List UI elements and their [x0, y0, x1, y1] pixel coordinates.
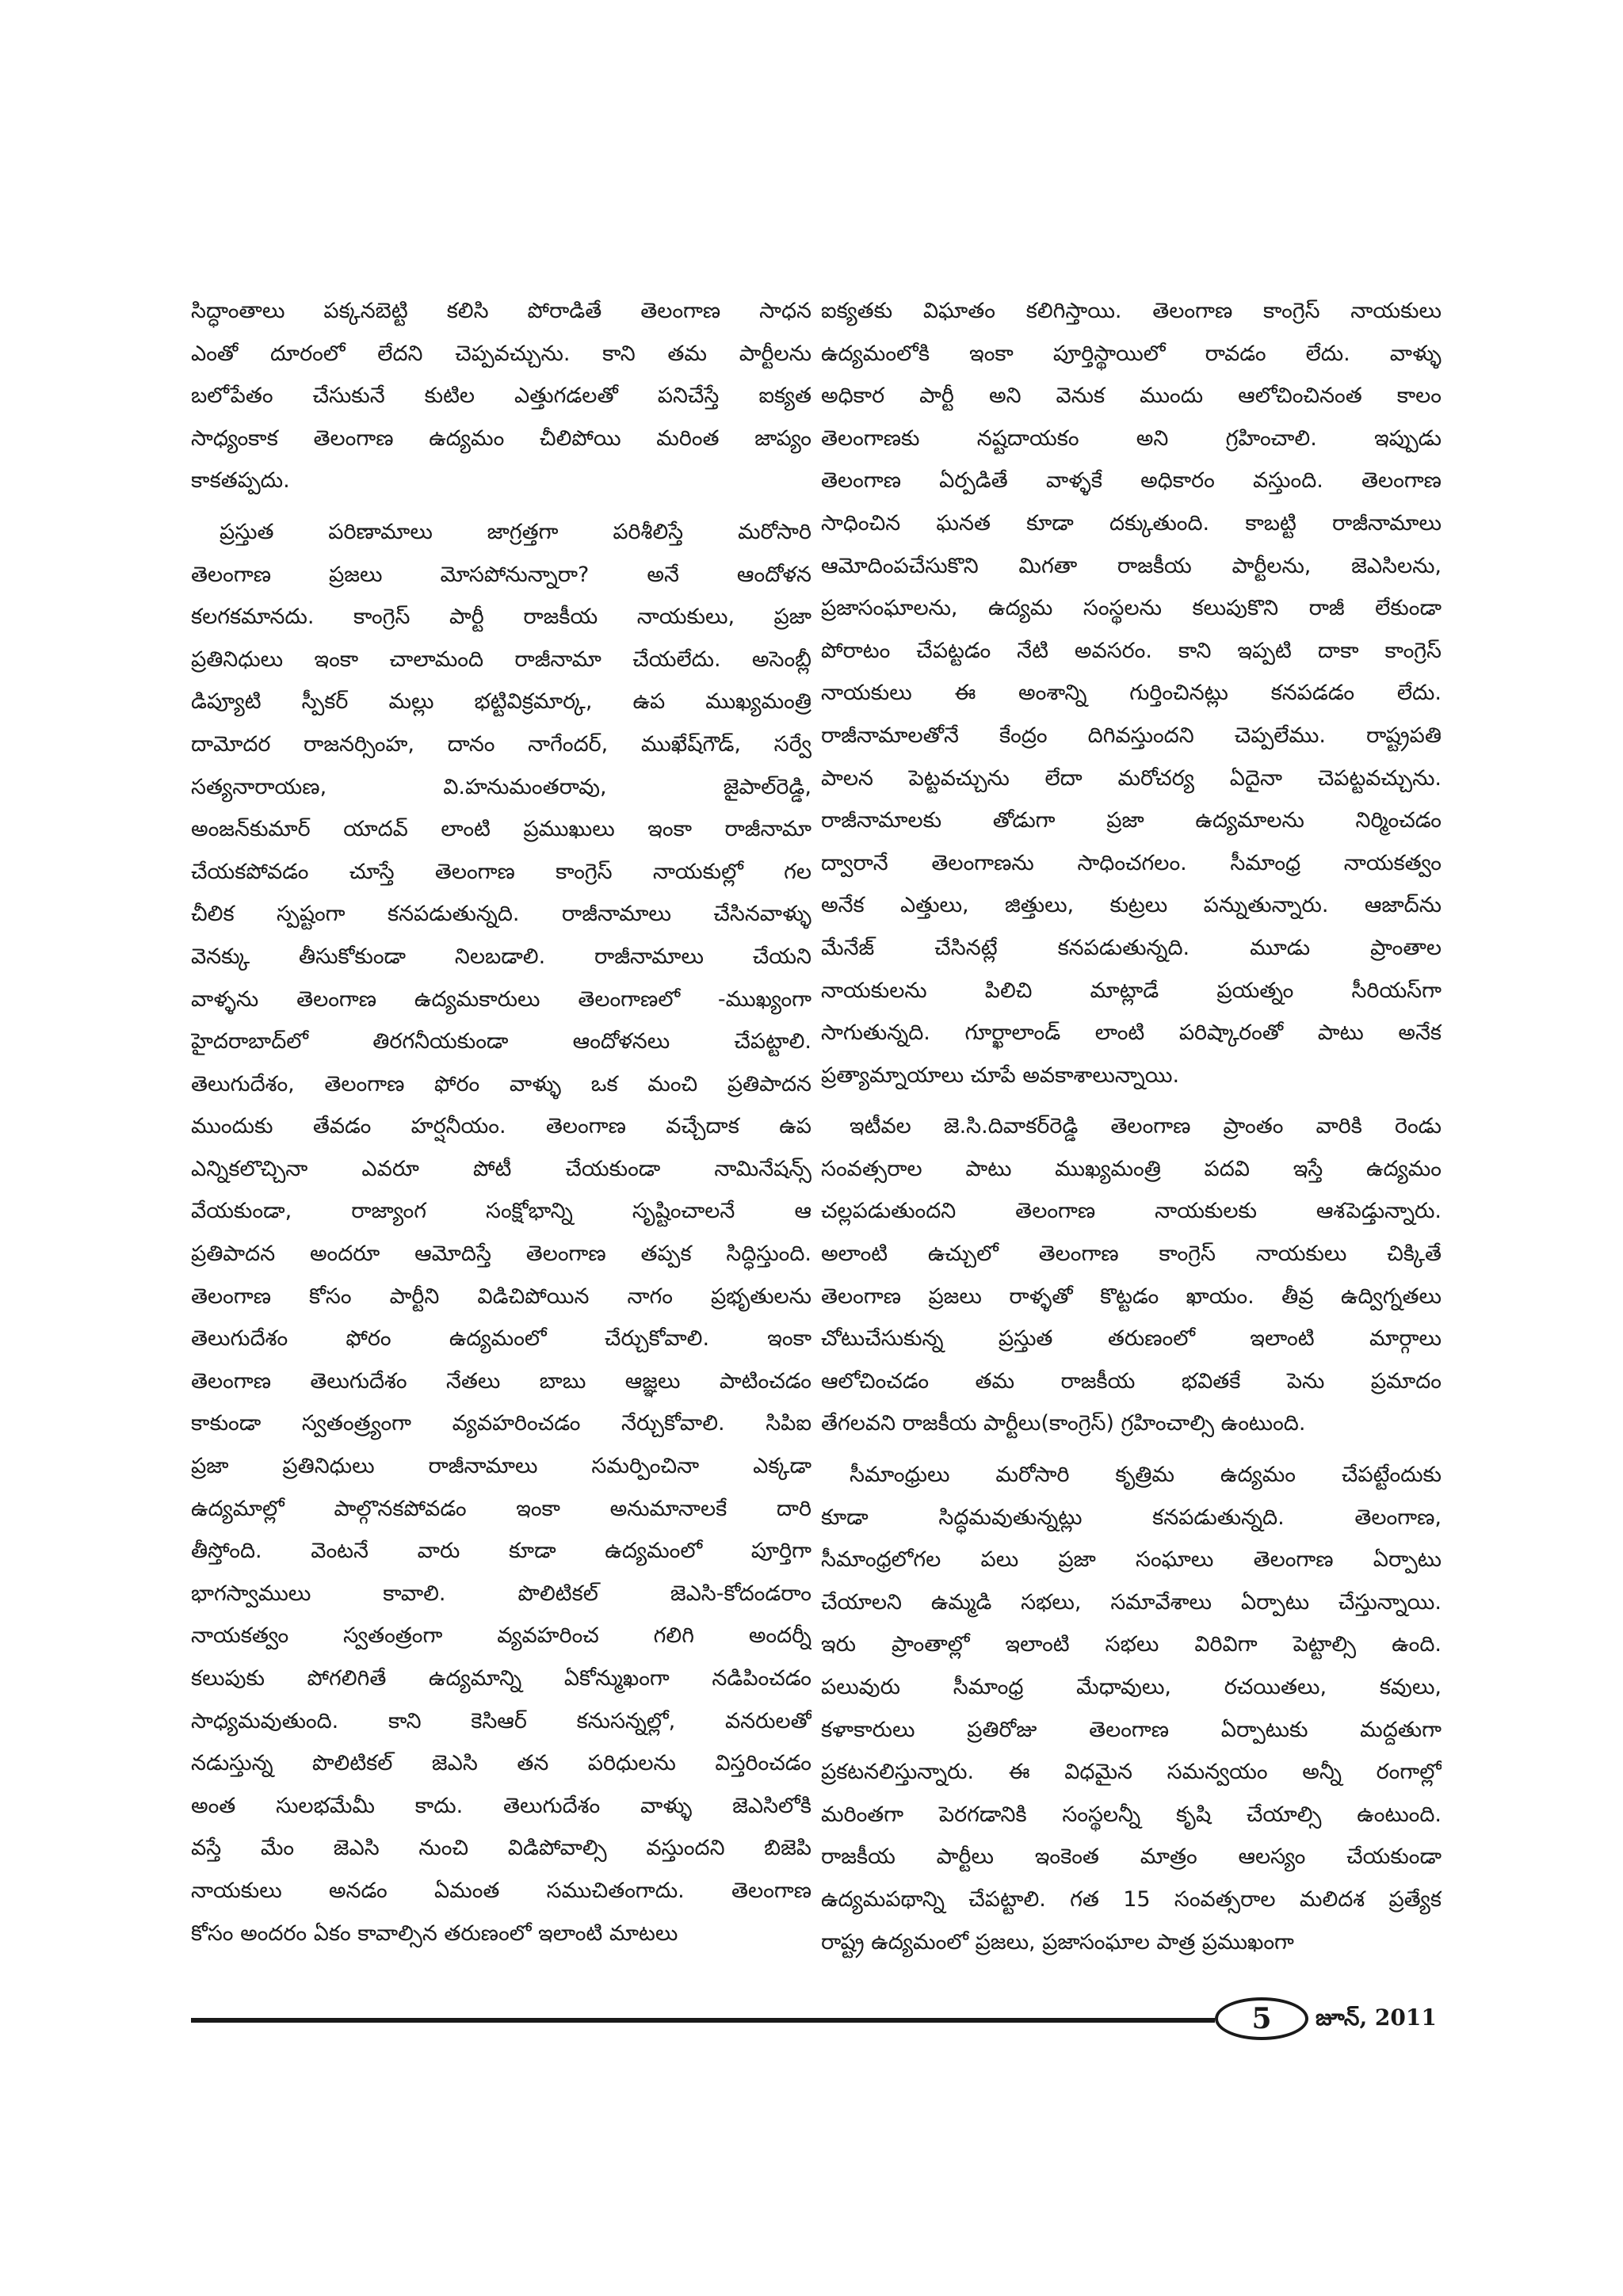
text-line: నాయకులు ఈ అంశాన్ని గుర్తించినట్లు కనపడడం లేదు. [821, 681, 1442, 706]
text-line: సత్యనారాయణ, వి.హనుమంతరావు, జైపాల్‌రెడ్డి, [191, 774, 812, 799]
text-line: ఉద్యమాల్లో పాల్గొనకపోవడం ఇంకా అనుమానాలకే దారి [191, 1496, 812, 1521]
text-line: ప్రతినిధులు ఇంకా చాలామంది రాజీనామా చేయలేదు. అసెంబ్లీ [191, 646, 812, 672]
text-line: ఎన్నికలొచ్చినా ఎవరూ పోటీ చేయకుండా నామినేషన్స్ [191, 1156, 812, 1181]
text-line: సిద్ధాంతాలు పక్కనబెట్టి కలిసి పోరాడితే తెలంగాణ సాధన [191, 299, 812, 323]
text-line: అనేక ఎత్తులు, జిత్తులు, కుట్రలు పన్నుతున్నారు. ఆజాద్‌ను [821, 893, 1442, 918]
issue-date: జూన్, 2011 [1316, 2004, 1437, 2031]
text-line: ఉద్యమంలోకి ఇంకా పూర్తిస్థాయిలో రావడం లేదు. వాళ్ళు [821, 341, 1442, 366]
text-line: వెనక్కు తీసుకోకుండా నిలబడాలి. రాజీనామాలు చేయని [191, 944, 812, 969]
page-number: 5 [1251, 2002, 1272, 2035]
text-line: పాలన పెట్టవచ్చును లేదా మరోచర్య ఏదైనా చెపట్టవచ్చును. [821, 765, 1442, 791]
text-line: నడుస్తున్న పొలిటికల్ జెఎసి తన పరిధులను విస్తరించడం [191, 1751, 812, 1776]
text-line: ప్రత్యామ్నాయాలు చూపే అవకాశాలున్నాయి. [821, 1062, 1180, 1088]
text-line: సాధ్యంకాక తెలంగాణ ఉద్యమం చీలిపోయి మరింత జాప్యం [191, 425, 812, 451]
text-line: ప్రజా ప్రతినిధులు రాజీనామాలు సమర్పించినా ఎక్కడా [191, 1454, 812, 1479]
text-line: కాకుండా స్వతంత్ర్యంగా వ్యవహరించడం నేర్చుకోవాలి. సిపిఐ [191, 1411, 812, 1436]
text-line: పలువురు సీమాంధ్ర మేధావులు, రచయితలు, కవులు, [821, 1675, 1442, 1699]
text-line: తెలుగుదేశం ఫోరం ఉద్యమంలో చేర్చుకోవాలి. ఇంకా [191, 1326, 812, 1352]
text-line: సంవత్సరాల పాటు ముఖ్యమంత్రి పదవి ఇస్తే ఉద్యమం [821, 1156, 1442, 1181]
text-line: ఐక్యతకు విఘాతం కలిగిస్తాయి. తెలంగాణ కాంగ్రెస్ నాయకులు [821, 299, 1442, 323]
text-line: మేనేజ్ చేసినట్లే కనపడుతున్నది. మూడు ప్రాంతాల [821, 935, 1442, 960]
paragraph [191, 511, 812, 1955]
text-line: రాజీనామాలకు తోడుగా ప్రజా ఉద్యమాలను నిర్మించడం [821, 808, 1442, 833]
text-line: తెలంగాణకు నష్టదాయకం అని గ్రహించాలి. ఇప్పుడు [821, 425, 1442, 451]
text-line: బలోపేతం చేసుకునే కుటిల ఎత్తుగడలతో పనిచేస్తే ఐక్యత [191, 383, 812, 409]
text-line: ఆలోచించడం తమ రాజకీయ భవితకే పెను ప్రమాదం [821, 1368, 1442, 1394]
text-line: తేగలవని రాజకీయ పార్టీలు(కాంగ్రెస్) గ్రహించాల్సి ఉంటుంది. [821, 1411, 1306, 1436]
text-line: వస్తే మేం జెఎసి నుంచి విడిపోవాల్సి వస్తుందని బిజెపి [191, 1836, 812, 1861]
paragraph [821, 1105, 1442, 1445]
article-column-right [821, 290, 1442, 1972]
text-line: సీమాంధ్రలోగల పలు ప్రజా సంఘాలు తెలంగాణ ఏర్పాటు [821, 1547, 1442, 1573]
text-line: నాయకత్వం స్వతంత్రంగా వ్యవహరించ గలిగి అందర్నీ [191, 1623, 812, 1649]
text-line: చేయాలని ఉమ్మడి సభలు, సమావేశాలు ఏర్పాటు చేస్తున్నాయి. [821, 1589, 1442, 1615]
text-line: కాకతప్పదు. [191, 468, 290, 494]
text-line: ముందుకు తేవడం హర్షనీయం. తెలంగాణ వచ్చేదాక ఉప [191, 1114, 812, 1139]
text-line: తెలంగాణ తెలుగుదేశం నేతలు బాబు ఆజ్ఞలు పాటించడం [191, 1368, 812, 1394]
text-line: తీస్తోంది. వెంటనే వారు కూడా ఉద్యమంలో పూర్తిగా [191, 1539, 812, 1564]
text-line: ద్వారానే తెలంగాణను సాధించగలం. సీమాంధ్ర నాయకత్వం [821, 850, 1442, 875]
text-line: ఉద్యమపథాన్ని చేపట్టాలి. గత 15 సంవత్సరాల మలిదశ ప్రత్యేక [821, 1886, 1442, 1912]
page-number-badge [1215, 1997, 1308, 2040]
text-line: ప్రతిపాదన అందరూ ఆమోదిస్తే తెలంగాణ తప్పక సిద్ధిస్తుంది. [191, 1241, 812, 1267]
text-line: చీలిక స్పష్టంగా కనపడుతున్నది. రాజీనామాలు చేసినవాళ్ళు [191, 902, 812, 927]
text-line: కళాకారులు ప్రతిరోజు తెలంగాణ ఏర్పాటుకు మద్దతుగా [821, 1717, 1442, 1742]
text-line: తెలంగాణ ప్రజలు మోసపోనున్నారా? అనే ఆందోళన [191, 562, 812, 587]
text-line: ఎంతో దూరంలో లేదని చెప్పవచ్చును. కాని తమ పార్టీలను [191, 341, 812, 366]
paragraph [821, 290, 1442, 1097]
text-line: తెలుగుదేశం, తెలంగాణ ఫోరం వాళ్ళు ఒక మంచి ప్రతిపాదన [191, 1071, 812, 1097]
paragraph [821, 1454, 1442, 1963]
text-line: అంజన్‌కుమార్ యాదవ్ లాంటి ప్రముఖులు ఇంకా రాజీనామా [191, 817, 812, 842]
text-line: తెలంగాణ ఏర్పడితే వాళ్ళకే అధికారం వస్తుంది. తెలంగాణ [821, 468, 1442, 494]
text-line: కోసం అందరం ఏకం కావాల్సిన తరుణంలో ఇలాంటి మాటలు [191, 1920, 678, 1946]
text-line: ప్రజాసంఘాలను, ఉద్యమ సంస్థలను కలుపుకొని రాజీ లేకుండా [821, 596, 1442, 621]
text-line: ఇటీవల జె.సి.దివాకర్‌రెడ్డి తెలంగాణ ప్రాంతం వారికి రెండు [850, 1114, 1442, 1139]
paragraph [191, 290, 812, 502]
text-line: నాయకులను పిలిచి మాట్లాడే ప్రయత్నం సీరియస్‌గా [821, 978, 1442, 1003]
text-line: తెలంగాణ కోసం పార్టీని విడిచిపోయిన నాగం ప్రభృతులను [191, 1283, 812, 1309]
text-line: రాష్ట్ర ఉద్యమంలో ప్రజలు, ప్రజాసంఘాల పాత్ర ప్రముఖంగా [821, 1929, 1294, 1955]
article-column-left [191, 290, 812, 1963]
text-line: చోటుచేసుకున్న ప్రస్తుత తరుణంలో ఇలాంటి మార్గాలు [821, 1326, 1442, 1352]
text-line: మరింతగా పెరగడానికి సంస్థలన్నీ కృషి చేయాల్సి ఉంటుంది. [821, 1802, 1442, 1827]
text-line: రాజకీయ పార్టీలు ఇంకెంత మాత్రం ఆలస్యం చేయకుండా [821, 1844, 1442, 1870]
text-line: తెలంగాణ ప్రజలు రాళ్ళతో కొట్టడం ఖాయం. తీవ్ర ఉద్విగ్నతలు [821, 1283, 1442, 1309]
text-line: రాజీనామాలతోనే కేంద్రం దిగివస్తుందని చెప్పలేము. రాష్ట్రపతి [821, 723, 1442, 748]
text-line: సాధ్యమవుతుంది. కాని కెసిఆర్ కనుసన్నల్లో, వనరులతో [191, 1708, 812, 1733]
text-line: చేయకపోవడం చూస్తే తెలంగాణ కాంగ్రెస్ నాయకుల్లో గల [191, 859, 812, 884]
text-line: చల్లపడుతుందని తెలంగాణ నాయకులకు ఆశపెడ్తున్నారు. [821, 1199, 1442, 1224]
text-line: కలగకమానదు. కాంగ్రెస్ పార్టీ రాజకీయ నాయకులు, ప్రజా [191, 605, 812, 630]
footer-rule [191, 2018, 1215, 2023]
text-line: అలాంటి ఉచ్చులో తెలంగాణ కాంగ్రెస్ నాయకులు చిక్కితే [821, 1241, 1442, 1267]
text-line: నాయకులు అనడం ఏమంత సముచితంగాదు. తెలంగాణ [191, 1878, 812, 1903]
text-line: ప్రకటనలిస్తున్నారు. ఈ విధమైన సమన్వయం అన్నీ రంగాల్లో [821, 1760, 1442, 1785]
text-line: కూడా సిద్ధమవుతున్నట్లు కనపడుతున్నది. తెలంగాణ, [821, 1505, 1442, 1530]
text-line: ఆమోదింపచేసుకొని మిగతా రాజకీయ పార్టీలను, జెఎసిలను, [821, 553, 1442, 578]
text-line: కలుపుకు పోగలిగితే ఉద్యమాన్ని ఏకోన్ముఖంగా నడిపించడం [191, 1666, 812, 1691]
text-line: అంత సులభమేమీ కాదు. తెలుగుదేశం వాళ్ళు జెఎసిలోకి [191, 1793, 812, 1818]
text-line: వేయకుండా, రాజ్యాంగ సంక్షోభాన్ని సృష్టించాలనే ఆ [191, 1199, 812, 1224]
text-line: సాధించిన ఘనత కూడా దక్కుతుంది. కాబట్టి రాజీనామాలు [821, 510, 1442, 536]
text-line: దామోదర రాజనర్సింహ, దానం నాగేందర్, ముఖేష్‌గౌడ్, సర్వే [191, 731, 812, 757]
text-line: డిప్యూటి స్పీకర్ మల్లు భట్టివిక్రమార్క, ఉప ముఖ్యమంత్రి [191, 689, 812, 715]
text-line: భాగస్వాములు కావాలి. పొలిటికల్ జెఎసి-కోదండరాం [191, 1581, 812, 1606]
text-line: ఇరు ప్రాంతాల్లో ఇలాంటి సభలు విరివిగా పెట్టాల్సి ఉంది. [821, 1632, 1442, 1657]
text-line: అధికార పార్టీ అని వెనుక ముందు ఆలోచించినంత కాలం [821, 383, 1442, 409]
text-line: ప్రస్తుత పరిణామాలు జాగ్రత్తగా పరిశీలిస్తే మరోసారి [220, 519, 812, 544]
text-line: వాళ్ళను తెలంగాణ ఉద్యమకారులు తెలంగాణలో -ముఖ్యంగా [191, 986, 812, 1012]
text-line: సీమాంధ్రులు మరోసారి కృత్రిమ ఉద్యమం చేపట్టేందుకు [850, 1463, 1442, 1488]
text-line: పోరాటం చేపట్టడం నేటి అవసరం. కాని ఇప్పటి దాకా కాంగ్రెస్ [821, 638, 1442, 663]
text-line: హైదరాబాద్‌లో తిరగనీయకుండా ఆందోళనలు చేపట్టాలి. [191, 1029, 812, 1055]
text-line: సాగుతున్నది. గూర్ఖాలాండ్ లాంటి పరిష్కారంతో పాటు అనేక [821, 1020, 1442, 1046]
